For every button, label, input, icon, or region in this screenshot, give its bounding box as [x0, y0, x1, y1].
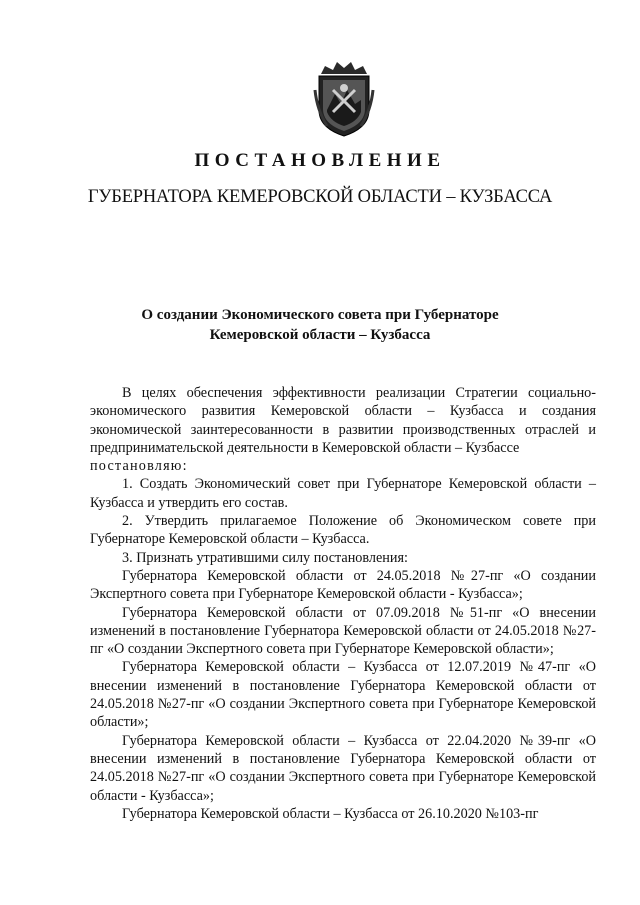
preamble-text: В целях обеспечения эффективности реализации Стратегии социально-экономического развития Кемеровской области – Кузбасса и создания экономической заинтересованности в развитии производственных отраслей и предпринимательской деятельности в Кемеровской области – Кузбассе [90, 385, 596, 456]
coat-of-arms-icon [313, 60, 375, 138]
document-type-title: ПОСТАНОВЛЕНИЕ [194, 150, 446, 171]
resolve-word: постановляю: [90, 458, 188, 475]
subject-line-1: О создании Экономического совета при Губернаторе [141, 307, 499, 323]
document-subject [90, 305, 550, 345]
resolve-paragraph [90, 457, 596, 475]
repealed-paragraph: Губернатора Кемеровской области – Кузбасса от 26.10.2020 №103-пг [122, 805, 539, 822]
document-body [90, 384, 596, 823]
preamble-paragraph [90, 384, 596, 457]
repealed-paragraph: Губернатора Кемеровской области – Кузбасса от 12.07.2019 №47-пг «О внесении изменений в постановление Губернатора Кемеровской области от 24.05.2018 №27-пг «О создании Экспертного совета при Губернаторе Кемеровской области»; [90, 659, 596, 731]
subject-line-2: Кемеровской области – Кузбасса [209, 327, 431, 343]
repealed-paragraph: Губернатора Кемеровской области от 24.05.2018 №27-пг «О создании Экспертного совета при Губернаторе Кемеровской области - Кузбасса»; [90, 567, 596, 603]
item-paragraph: 3. Признать утратившими силу постановления: [122, 549, 408, 566]
item-paragraph: 2. Утвердить прилагаемое Положение об Экономическом совете при Губернаторе Кемеровской области – Кузбасса. [90, 513, 596, 548]
item-paragraph: 1. Создать Экономический совет при Губернаторе Кемеровской области – Кузбасса и утвердить его состав. [90, 476, 596, 511]
issuing-authority: ГУБЕРНАТОРА КЕМЕРОВСКОЙ ОБЛАСТИ – КУЗБАССА [87, 187, 553, 207]
repealed-paragraph: Губернатора Кемеровской области – Кузбасса от 22.04.2020 №39-пг «О внесении изменений в постановление Губернатора Кемеровской области от 24.05.2018 №27-пг «О создании Экспертного совета при Губернаторе Кемеровской области - Кузбасса»; [90, 732, 596, 804]
repealed-paragraph: Губернатора Кемеровской области от 07.09.2018 №51-пг «О внесении изменений в постановление Губернатора Кемеровской области от 24.05.2018 №27-пг «О создании Экспертного совета при Губернаторе Кемеровской области»; [90, 604, 596, 658]
